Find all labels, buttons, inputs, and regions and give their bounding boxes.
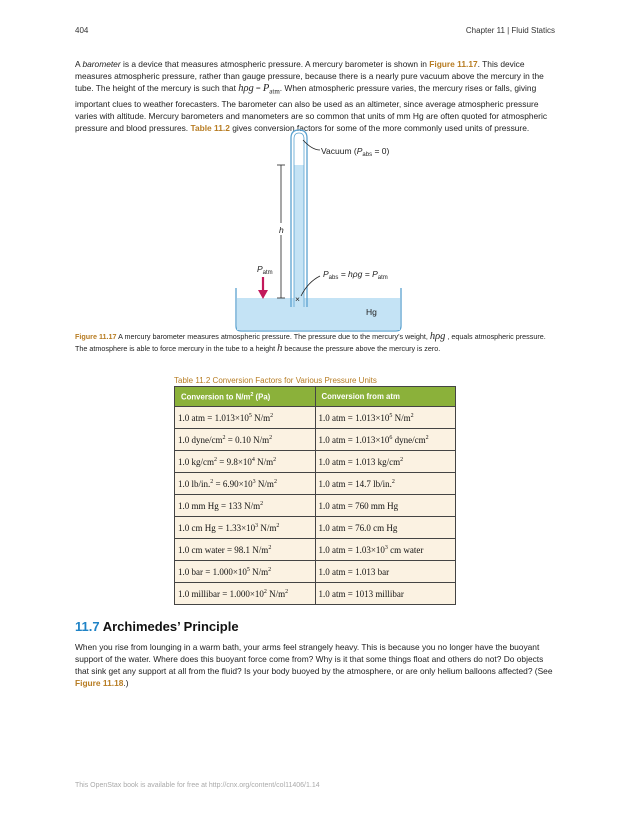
intro-text: A: [75, 59, 83, 69]
cell-to-pa: 1.0 $kg/cm^2 = 9.8\times 10^4$ $N/m^2$: [175, 451, 316, 473]
footer-note: This OpenStax book is available for free at http://cnx.org/content/col11406/1.14: [75, 782, 320, 789]
conversion-table: [174, 386, 456, 605]
cell-to-pa: 1.0 mm Hg = 133 $N/m^2$: [175, 495, 316, 517]
table-row: [175, 495, 456, 517]
cell-from-atm: 1.0 atm = $1.03\times 10^3$ cm water: [315, 539, 456, 561]
section-paragraph: [75, 641, 557, 689]
column-header-to-pa: Conversion to $N/m^2$ (Pa): [175, 387, 316, 407]
patm-label: $P_{atm}$: [257, 264, 273, 276]
cell-from-atm: 1.0 atm = 76.0 cm Hg: [315, 517, 456, 539]
column-header-from-atm: Conversion from atm: [315, 387, 456, 407]
barometer-figure: [0, 0, 630, 340]
intro-text: gives conversion factors for some of the more commonly used units of pressure.: [229, 122, 530, 133]
caption-text: A mercury barometer measures atmospheric pressure. The pressure due to the mercury’s weight,: [116, 332, 430, 341]
section-text: .): [123, 678, 129, 688]
cell-to-pa: 1.0 cm water = 98.1 $N/m^2$: [175, 539, 316, 561]
equation-p: P: [262, 83, 270, 94]
caption-math-h: h: [277, 343, 283, 354]
cell-to-pa: 1.0 $lb/in.^2 = 6.90\times 10^3$ $N/m^2$: [175, 473, 316, 495]
cell-from-atm: 1.0 atm = $1.013\times 10^6$ dyne/$cm^2$: [315, 429, 456, 451]
table-row: [175, 429, 456, 451]
intro-text: . This device measures atmospheric pressure, rather than gauge pressure, because there is a nearly pure vacuum above the mercury in the tube. The height of the mercury is such that: [75, 59, 544, 93]
section-title: [75, 619, 239, 634]
table-row: [175, 561, 456, 583]
table-title: Table 11.2 Conversion Factors for Various Pressure Units: [174, 376, 377, 385]
caption-text: because the pressure above the mercury is zero.: [282, 344, 441, 353]
vacuum-label: Vacuum $(P_{abs} = 0)$: [321, 146, 390, 158]
mercury-column: [294, 165, 304, 300]
cell-to-pa: 1.0 cm $Hg = 1.33\times 10^3$ $N/m^2$: [175, 517, 316, 539]
x-mark: ×: [295, 294, 300, 304]
caption-math-hrhog: hρg: [429, 331, 446, 342]
cell-from-atm: 1.0 atm = 1.013 $kg/cm^2$: [315, 451, 456, 473]
table-row: [175, 539, 456, 561]
intro-text: . When atmospheric pressure varies, the mercury rises or falls, giving important clues to weather forecasters. The barometer can also be used as an altimeter, since average atmospheric pressure varies with altitude. Mercury barometers and manometers are so common that units of mm Hg are often quoted for atmospheric pressure and blood pressures.: [75, 83, 548, 133]
vacuum-leader-line: [303, 140, 320, 150]
cell-to-pa: 1.0 atm = $1.013\times 10^5$ $N/m^2$: [175, 407, 316, 429]
table-row: [175, 451, 456, 473]
cell-from-atm: 1.0 atm = $1.013\times 10^5$ $N/m^2$: [315, 407, 456, 429]
patm-arrow-head: [258, 290, 268, 299]
figure-caption: [75, 331, 557, 355]
table-11-2-link[interactable]: Table 11.2: [190, 122, 230, 133]
section-number: 11.7: [75, 619, 100, 634]
table-header-row: [175, 387, 456, 407]
section-title-text: Archimedes’ Principle: [99, 619, 239, 634]
pabs-label: $P_{abs} = h\rho g = P_{atm}$: [323, 269, 388, 281]
barometer-term: barometer: [82, 59, 121, 69]
cell-from-atm: 1.0 atm = 14.7 lb/in.$^2$: [315, 473, 456, 495]
figure-11-17-link[interactable]: Figure 11.17: [429, 59, 478, 69]
chapter-header: Chapter 11 | Fluid Statics: [465, 26, 555, 35]
table-row: [175, 407, 456, 429]
cell-from-atm: 1.0 atm = 1.013 bar: [315, 561, 456, 583]
equation-equals: =: [253, 83, 263, 93]
table-row: [175, 473, 456, 495]
table-body: [175, 407, 456, 605]
section-text: When you rise from lounging in a warm bath, your arms feel strangely heavy. This is because you no longer have the buoyant support of the water. Where does this buoyant force come from? Why is it that some things float and others do not? Do objects that sink get any support at all from the fluid? Is your body buoyed by the atmosphere, or are only helium balloons affected? (See: [75, 642, 553, 676]
caption-text: , equals atmospheric pressure. The atmosphere is able to force mercury in the tube to a height: [75, 332, 546, 353]
table-row: [175, 517, 456, 539]
page-number: 404: [75, 26, 89, 35]
intro-text: is a device that measures atmospheric pressure. A mercury barometer is shown in: [120, 59, 430, 69]
hg-label: Hg: [366, 307, 377, 317]
cell-from-atm: 1.0 atm = 760 mm Hg: [315, 495, 456, 517]
equation-hrhog: hρg: [238, 83, 254, 94]
table-row: [175, 583, 456, 605]
equation-sub-atm: atm: [269, 87, 280, 96]
h-label: h: [279, 225, 284, 235]
caption-label: Figure 11.17: [75, 332, 117, 341]
cell-to-pa: 1.0 millibar = $1.000\times 10^2$ $N/m^2$: [175, 583, 316, 605]
cell-from-atm: 1.0 atm = 1013 millibar: [315, 583, 456, 605]
cell-to-pa: 1.0 dyne/$cm^2 = 0.10$ $N/m^2$: [175, 429, 316, 451]
figure-11-18-link[interactable]: Figure 11.18: [75, 678, 124, 688]
cell-to-pa: 1.0 bar = $1.000\times 10^5$ $N/m^2$: [175, 561, 316, 583]
